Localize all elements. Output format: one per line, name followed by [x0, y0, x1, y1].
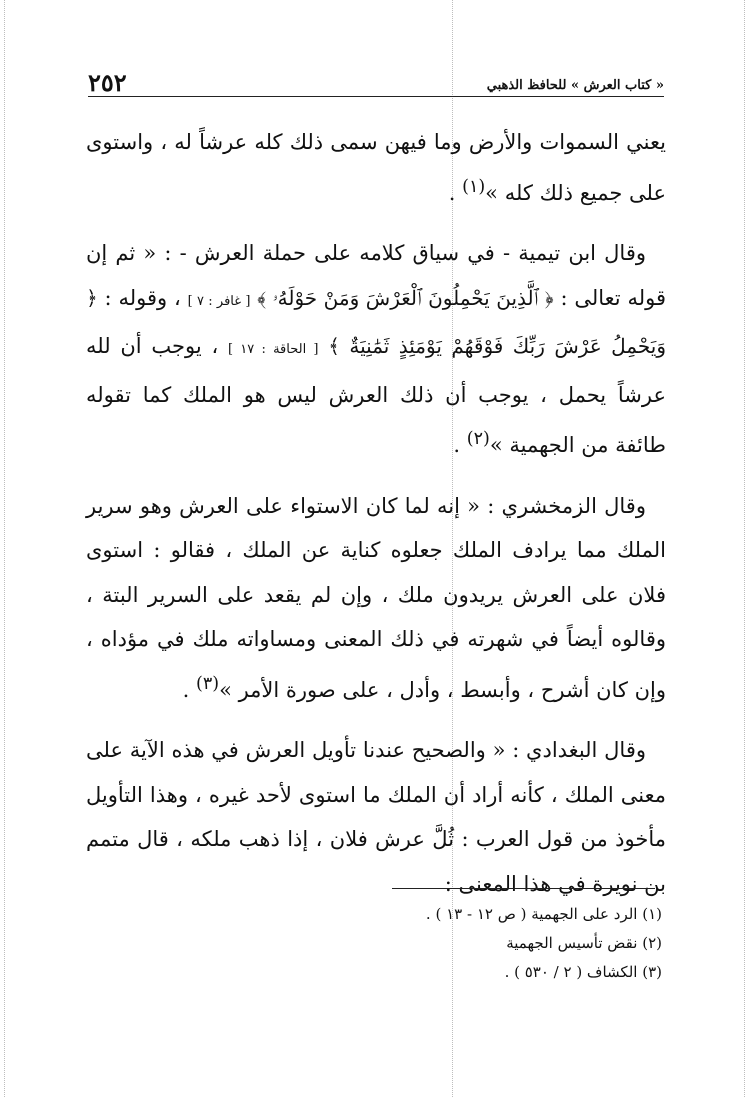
paragraph-2 [86, 231, 666, 468]
running-header [88, 66, 664, 97]
footnote-separator [392, 888, 655, 889]
paragraph-4 [86, 728, 666, 906]
footnote-2: (٢) نقض تأسيس الجهمية [506, 934, 662, 952]
footnote-marker-3: (٣) [196, 673, 220, 694]
paragraph-2-text-b: ، وقوله : [97, 285, 188, 310]
footnote-1: (١) الرد على الجهمية ( ص ١٢ - ١٣ ) . [425, 905, 662, 923]
paragraph-1-end: . [448, 180, 463, 205]
paragraph-3-end: . [182, 677, 196, 702]
main-text [86, 120, 666, 922]
paragraph-2-end: . [453, 433, 467, 457]
running-header-title: « كتاب العرش » للحافظ الذهبي [486, 78, 664, 93]
paragraph-3-text: وقال الزمخشري : « إنه لما كان الاستواء على العرش وهو سرير الملك مما يرادف الملك جعلوه كناية عن الملك ، فقالو : استوى فلان على العرش يريدون ملك ، وإن لم يقعد على السرير البتة ، وقالوه أيضاً في شهرته في ذلك المعنى ومساواته ملك في مؤداه ، وإن كان أشرح ، وأبسط ، وأدل ، على صورة الأمر » [86, 493, 666, 702]
footnotes [86, 900, 662, 987]
paragraph-3 [86, 484, 666, 713]
scan-dotted-guide-left [4, 0, 5, 1097]
quran-verse-2: ﴿ وَيَحْمِلُ عَرْشَ رَبِّكَ فَوْقَهُمْ يَوْمَئِذٍ ثَمَٰنِيَةٌ ﴾ [86, 285, 666, 358]
paragraph-1-text: يعني السموات والأرض وما فيهن سمى ذلك كله عرشاً له ، واستوى على جميع ذلك كله » [86, 130, 666, 205]
footnote-marker-1: (١) [462, 176, 486, 197]
quran-verse-1: ﴿ ٱلَّذِينَ يَحْمِلُونَ ٱلْعَرْشَ وَمَنْ حَوْلَهُۥ ﴾ [257, 285, 554, 310]
paragraph-4-text: وقال البغدادي : « والصحيح عندنا تأويل العرش في هذه الآية على معنى الملك ، كأنه أراد أن الملك ما استوى لأحد غيره ، وهذا التأويل مأخوذ من قول العرب : ثُلَّ عرش فلان ، إذا ذهب ملكه ، قال متمم بن نويرة في هذا المعنى : [86, 738, 666, 896]
paragraph-2-text-a: وقال ابن تيمية - في سياق كلامه على حملة العرش - : « ثم إن قوله تعالى : [86, 241, 667, 310]
paragraph-2-text-c: ، يوجب أن لله عرشاً يحمل ، يوجب أن ذلك العرش ليس هو الملك كما تقوله طائفة من الجهمية » [86, 334, 666, 457]
scan-dotted-guide-right [744, 0, 745, 1097]
verse-reference-1: [ غافر : ٧ ] [187, 293, 251, 309]
page-number: ٢٥٢ [88, 68, 127, 97]
verse-reference-2: [ الحاقة : ١٧ ] [228, 342, 319, 357]
paragraph-1 [86, 120, 666, 215]
footnote-3: (٣) الكشاف ( ٢ / ٥٣٠ ) . [504, 963, 662, 981]
footnote-marker-2: (٢) [466, 429, 490, 449]
